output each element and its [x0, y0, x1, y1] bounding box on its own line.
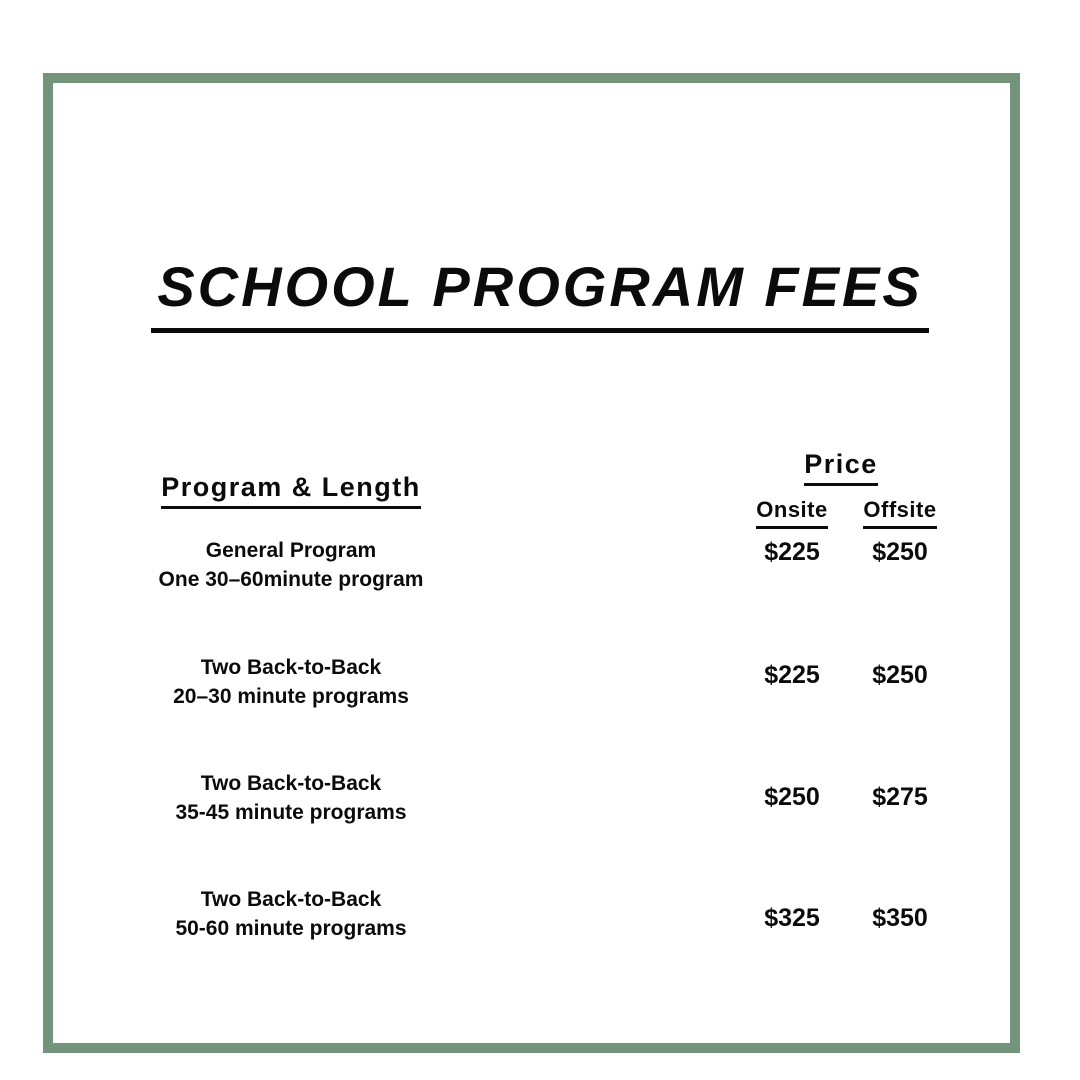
offsite-price: $250 — [872, 538, 928, 566]
program-length-header-text: Program & Length — [161, 472, 421, 509]
table-row — [0, 653, 1080, 723]
program-name: Two Back-to-Back — [200, 888, 382, 911]
program-length-header — [115, 472, 467, 509]
table-row — [0, 769, 1080, 839]
program-cell — [115, 769, 467, 827]
program-name: General Program — [205, 539, 377, 562]
program-cell — [115, 536, 467, 594]
table-row — [0, 885, 1080, 955]
onsite-price: $250 — [764, 783, 820, 811]
price-header-text: Price — [804, 449, 878, 486]
page-title: SCHOOL PROGRAM FEES — [151, 254, 928, 333]
program-length: 20–30 minute programs — [173, 685, 409, 708]
price-header — [741, 449, 941, 486]
program-length: One 30–60minute program — [158, 568, 424, 591]
offsite-column-header — [840, 497, 960, 529]
offsite-price: $350 — [872, 904, 928, 932]
program-cell — [115, 653, 467, 711]
program-name: Two Back-to-Back — [200, 772, 382, 795]
onsite-column-header-text: Onsite — [756, 497, 827, 529]
offsite-price: $250 — [872, 661, 928, 689]
title-wrap — [0, 254, 1080, 333]
onsite-price: $325 — [764, 904, 820, 932]
offsite-column-header-text: Offsite — [863, 497, 936, 529]
onsite-price: $225 — [764, 538, 820, 566]
onsite-column-header — [732, 497, 852, 529]
onsite-price: $225 — [764, 661, 820, 689]
program-length: 50-60 minute programs — [175, 917, 407, 940]
program-cell — [115, 885, 467, 943]
program-name: Two Back-to-Back — [200, 656, 382, 679]
table-row — [0, 536, 1080, 606]
offsite-price: $275 — [872, 783, 928, 811]
program-length: 35-45 minute programs — [175, 801, 407, 824]
